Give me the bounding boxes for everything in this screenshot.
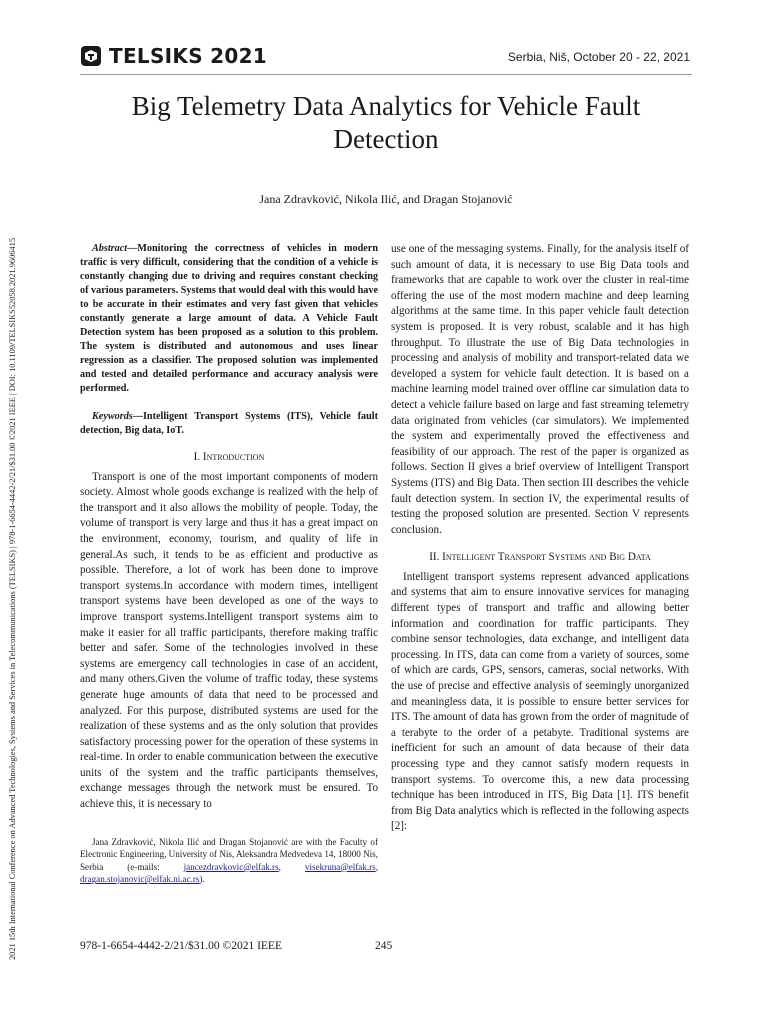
isbn-copyright: 978-1-6654-4442-2/21/$31.00 ©2021 IEEE	[80, 940, 282, 952]
email-link-3[interactable]: dragan.stojanovic@elfak.ni.ac.rs	[80, 874, 200, 885]
abstract-body: Monitoring the correctness of vehicles in modern traffic is very difficult, considering that the condition of a vehicle is constantly changing due to driving and requires constant checking of various parameters. Systems that would deal with this would have to be accurate in their estimates and very fast given that vehicles constantly generate a large amount of data. A Vehicle Fault Detection system has been proposed as a solution to this problem. The system is distributed and autonomous and uses linear regression as a classifier. The proposed solution was implemented and tested and detailed performance and accuracy analysis were performed.	[80, 243, 378, 394]
keywords-body: Intelligent Transport Systems (ITS), Vehicle fault detection, Big data, IoT.	[80, 411, 378, 436]
conference-logo	[80, 44, 267, 68]
abstract: Abstract—Monitoring the correctness of vehicles in modern traffic is very difficult, considering that the condition of a vehicle is constantly changing due to driving and requires constant checking of various parameters. Systems that would deal with this would have to be accurate in their estimates and very fast given that vehicles constantly generate a large amount of data. A Vehicle Fault Detection system has been proposed as a solution to this problem. The system is distributed and autonomous and uses linear regression as a classifier. The proposed solution was implemented and tested and detailed performance and accuracy analysis were performed.	[80, 243, 378, 394]
abstract-lead: Abstract	[92, 243, 128, 254]
section-heading-its-big-data: II. Intelligent Transport Systems and Big Data	[429, 551, 651, 564]
page-header	[80, 44, 692, 76]
footnote-separator: ,	[375, 861, 378, 872]
email-link-2[interactable]: visekruna@elfak.rs	[304, 861, 376, 872]
page-number: 245	[375, 940, 393, 952]
right-column	[391, 242, 689, 835]
section-heading-introduction: I. Introduction	[193, 451, 265, 463]
logo-text: TELSIKS 2021	[109, 44, 268, 68]
doi-sidebar	[2, 60, 20, 960]
conference-date-location: Serbia, Niš, October 20 - 22, 2021	[507, 50, 690, 64]
keywords-lead: Keywords	[92, 411, 133, 422]
email-link-1[interactable]: jancezdravkovic@elfak.rs	[183, 861, 279, 872]
keywords: Keywords—Intelligent Transport Systems (ITS), Vehicle fault detection, Big data, IoT.	[80, 411, 378, 436]
introduction-continuation: use one of the messaging systems. Finally, for the analysis itself of such amount of data, it is necessary to use Big Data tools and frameworks that are capable to work over the cluster in real-time offering the use of the most modern machine and deep learning algorithms at the same time. In this paper vehicle fault detection system is proposed. It is very robust, scalable and it has high throughput. To illustrate the use of Big Data technologies in processing and analysis of mobility and transport-related data we developed a system for vehicle fault detection. It is based on a machine learning model trained over offline car simulation data to detect a vehicle failure based on large and fast streaming telemetry data originated from vehicles (car simulators). We implemented the system and experimentally proved the effectiveness and feasibility of our approach. The rest of the paper is organized as follows. Section II gives a brief overview of Intelligent Transport Systems (ITS) and Big Data. Then section III describes the vehicle fault detection system. In section IV, the experimental results of testing the proposed solution are presented. Section V represents conclusion.	[391, 243, 689, 536]
footnote-separator: ,	[278, 861, 305, 872]
its-paragraph: Intelligent transport systems represent advanced applications and systems that aim to ensure innovative services for managing different types of transport and traffic and allowing better information and coordination for traffic participants. They combine sensor technologies, data exchange, and intelligent data processing. In ITS, data can come from a variety of sources, some of which are cards, GPS, sensors, cameras, social networks. With the use of precise and effective analysis of seemingly unorganized and meaningless data, it is possible to ensure better services for ITS. The amount of data has grown from the order of magnitude of a terabyte to the order of a petabyte. Traditional systems are inefficient for such an amount of data because of their data processing type and they cannot satisfy modern requests in transport systems. To overcome this, a new data processing technique has been introduced in ITS, Big Data [1]. ITS benefit from Big Data analytics which is reflected in the following aspects [2]:	[391, 570, 689, 833]
footnote-text-end: ).	[199, 874, 205, 885]
telsiks-logo-icon	[80, 45, 102, 67]
doi-sidebar-text: 2021 15th International Conference on Advanced Technologies, Systems and Services in Telecommunications (TELSIKS) | 978-1-6654-4442-2/21/$31.00 ©2021 IEEE | DOI: 10.1109/TELSIKS52058.2021.9606415	[8, 237, 17, 960]
paper-authors: Jana Zdravković, Nikola Ilić, and Dragan Stojanović	[259, 192, 513, 206]
footnote-text: Jana Zdravković, Nikola Ilić and Dragan Stojanović are with the Faculty of Electronic Engineering, University of Nis, Aleksandra Medvedeva 14, 18000 Nis, Serbia (e-mails:	[80, 837, 378, 872]
header-divider	[80, 74, 692, 75]
paper-title: Big Telemetry Data Analytics for Vehicle Fault Detection	[131, 91, 641, 154]
introduction-paragraph: Transport is one of the most important components of modern society. Almost whole goods exchange is realized with the help of the transport and it also allows the mobility of people. Today, the volume of transport is very large and thus it has a great impact on the environment, economy, tourism, and quality of life in general.As such, it tends to be as efficient and productive as possible. Therefore, a lot of work has been done to improve transport systems.In accordance with modern times, intelligent transport systems have been developed as one of the ways to improve transport systems.Intelligent transport systems aim to make it easier for all traffic participants, therefore making traffic better and safer. Some of the technologies involved in these systems are emergency call technologies in case of an accident, and many others.Given the volume of traffic today, these systems generate huge amounts of data that need to be processed and analyzed. For this purpose, distributed systems are used for the realization of these systems and as the only solution that provides satisfactory processing power for the operation of these systems in real-time. In order to enable communication between the executive units of the system and the traffic participants themselves, exchange messages through the network must be ensured. To achieve this, it is necessary to	[80, 470, 378, 811]
left-column	[80, 242, 378, 813]
author-affiliation-footnote	[80, 836, 378, 886]
